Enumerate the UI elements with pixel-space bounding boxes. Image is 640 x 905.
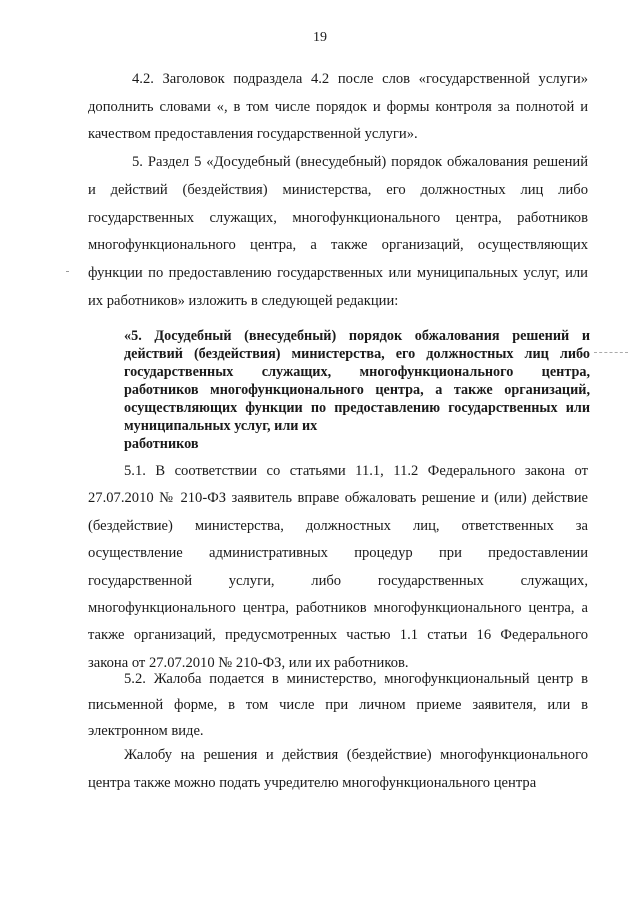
paragraph-5-1: 5.1. В соответствии со статьями 11.1, 11.2 Федерального закона от 27.07.2010 № 210-ФЗ заявитель вправе обжаловать решение и (или) действие (бездействие) министерства, должностных лиц, ответственных за осуществление административных процедур при предоставлении государственной услуги, либо государственных служащих, многофункционального центра, работников многофункционального центра, а также организаций, предусмотренных частью 1.1 статьи 16 Федерального закона от 27.07.2010 № 210-ФЗ, или их работников. <box>88 463 588 671</box>
margin-dash <box>594 352 628 353</box>
section-5-heading-last-line: работников <box>124 436 199 452</box>
paragraph-5-2: 5.2. Жалоба подается в министерство, многофункциональный центр в письменной форме, в том числе при личном приеме заявителя, или в электронном виде. <box>88 671 588 739</box>
page-number: 19 <box>313 30 327 45</box>
section-5-heading <box>124 327 590 453</box>
margin-mark <box>66 271 69 272</box>
paragraph-5: 5. Раздел 5 «Досудебный (внесудебный) порядок обжалования решений и действий (бездействия) министерства, его должностных лиц либо государственных служащих, многофункционального центра, работников многофункционального центра, а также организаций, осуществляющих функции по предоставлению государственных или муниципальных услуг, или их работников» изложить в следующей редакции: <box>88 154 588 309</box>
paragraph-complaint-founder: Жалобу на решения и действия (бездействие) многофункционального центра также можно подать учредителю многофункционального центра <box>88 747 588 791</box>
section-5-heading-text: «5. Досудебный (внесудебный) порядок обжалования решений и действий (бездействия) министерства, его должностных лиц либо государственных служащих, многофункционального центра, работников многофункционального центра, а также организаций, осуществляющих функции по предоставлению государственных или муниципальных услуг, или их <box>124 328 590 434</box>
paragraph-4-2: 4.2. Заголовок подраздела 4.2 после слов «государственной услуги» дополнить словами «, в том числе порядок и формы контроля за полнотой и качеством предоставления государственной услуги». <box>88 71 588 142</box>
